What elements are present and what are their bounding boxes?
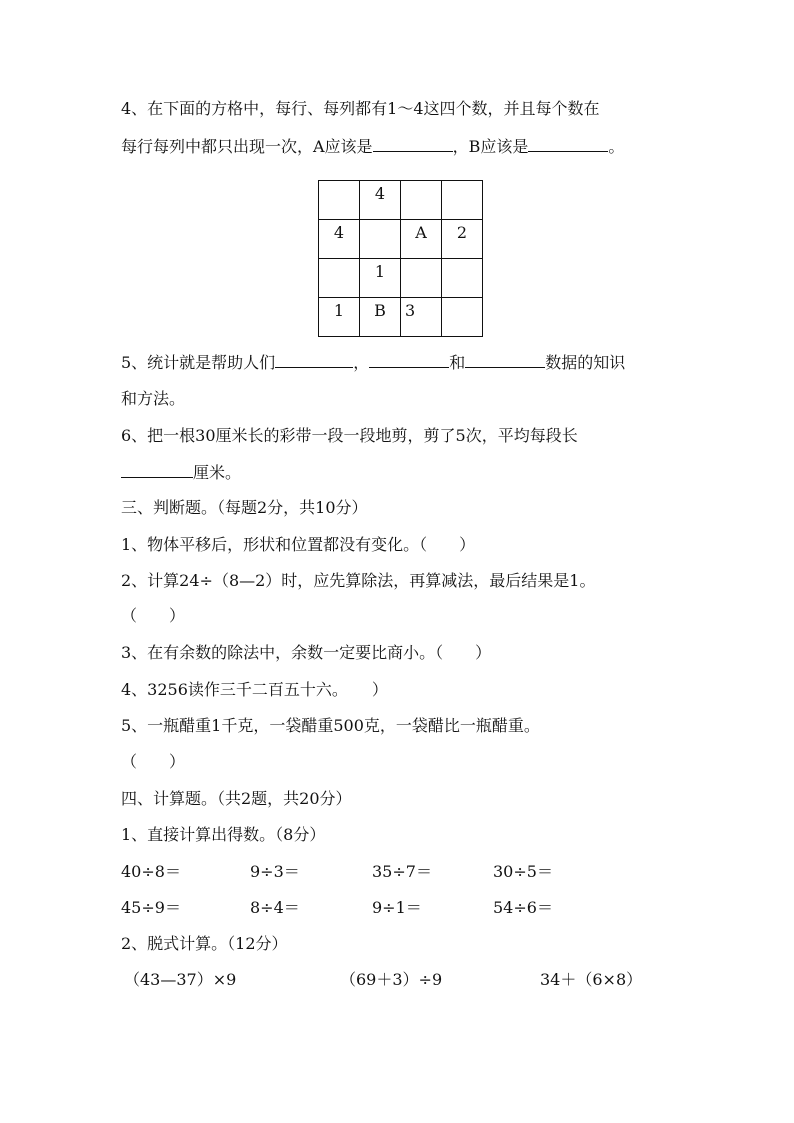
answer-blank[interactable] bbox=[369, 351, 449, 368]
grid-cell: B bbox=[360, 298, 401, 337]
q5-line1 bbox=[121, 351, 625, 374]
q4-line1: 4、在下面的方格中，每行、每列都有1～4这四个数，并且每个数在 bbox=[121, 99, 600, 118]
answer-blank[interactable] bbox=[275, 351, 353, 368]
grid-row bbox=[319, 298, 483, 337]
q6-unit: 厘米。 bbox=[193, 463, 242, 482]
calc-item: 9÷1＝ bbox=[372, 898, 422, 917]
expression: 34＋（6×8） bbox=[540, 970, 643, 989]
expr-row bbox=[0, 969, 794, 991]
q5-line2: 和方法。 bbox=[121, 389, 186, 408]
judge-item: 4、3256读作三千二百五十六。 ） bbox=[121, 680, 388, 699]
grid-cell bbox=[319, 259, 360, 298]
judge-item: 5、一瓶醋重1千克，一袋醋重500克，一袋醋比一瓶醋重。 bbox=[121, 716, 540, 735]
calc-row bbox=[0, 897, 794, 919]
answer-blank-b[interactable] bbox=[528, 135, 608, 152]
calc-item: 45÷9＝ bbox=[121, 898, 181, 917]
grid-cell bbox=[401, 181, 442, 220]
q4-end: 。 bbox=[608, 137, 625, 156]
answer-blank[interactable] bbox=[121, 461, 193, 478]
grid-cell: 1 bbox=[319, 298, 360, 337]
calc-item: 8÷4＝ bbox=[250, 898, 300, 917]
q4-prompt-a: 每行每列中都只出现一次，A应该是 bbox=[121, 137, 373, 156]
q5-and: 和 bbox=[449, 353, 466, 372]
judge-item: 1、物体平移后，形状和位置都没有变化。（ ） bbox=[121, 535, 476, 554]
judge-item: 2、计算24÷（8—2）时，应先算除法，再算减法，最后结果是1。 bbox=[121, 571, 596, 590]
calc-sub1: 1、直接计算出得数。（8分） bbox=[121, 825, 326, 844]
calc-item: 35÷7＝ bbox=[372, 862, 432, 881]
judge-item: 3、在有余数的除法中，余数一定要比商小。（ ） bbox=[121, 643, 492, 662]
expression: （43—37）×9 bbox=[124, 970, 237, 989]
grid-cell bbox=[401, 259, 442, 298]
calc-sub2: 2、脱式计算。（12分） bbox=[121, 934, 288, 953]
calc-item: 9÷3＝ bbox=[250, 862, 300, 881]
grid-row bbox=[319, 259, 483, 298]
answer-blank[interactable] bbox=[465, 351, 545, 368]
section4-title: 四、计算题。（共2题，共20分） bbox=[121, 789, 352, 808]
grid-cell: A bbox=[401, 220, 442, 259]
grid-cell bbox=[319, 181, 360, 220]
grid-cell: 4 bbox=[319, 220, 360, 259]
grid-row bbox=[319, 181, 483, 220]
calc-row bbox=[0, 861, 794, 883]
calc-item: 40÷8＝ bbox=[121, 862, 181, 881]
grid-cell: 4 bbox=[360, 181, 401, 220]
number-grid bbox=[318, 180, 483, 337]
grid-cell bbox=[442, 298, 483, 337]
q4-prompt-b: ，B应该是 bbox=[452, 137, 529, 156]
judge-item: （ ） bbox=[121, 752, 186, 771]
q6-line2 bbox=[121, 461, 241, 484]
grid-cell bbox=[442, 181, 483, 220]
grid-cell bbox=[442, 259, 483, 298]
grid-cell: 3 bbox=[401, 298, 442, 337]
q6-line1: 6、把一根30厘米长的彩带一段一段地剪，剪了5次，平均每段长 bbox=[121, 426, 578, 445]
grid-cell bbox=[360, 220, 401, 259]
grid-cell: 1 bbox=[360, 259, 401, 298]
answer-blank-a[interactable] bbox=[373, 135, 453, 152]
judge-item: （ ） bbox=[121, 606, 186, 625]
calc-item: 30÷5＝ bbox=[493, 862, 553, 881]
grid-cell: 2 bbox=[442, 220, 483, 259]
q4-line2 bbox=[121, 135, 624, 158]
grid-row bbox=[319, 220, 483, 259]
expression: （69＋3）÷9 bbox=[340, 970, 443, 989]
q5-tail: 数据的知识 bbox=[545, 353, 626, 372]
q5-comma: ， bbox=[353, 353, 370, 372]
calc-item: 54÷6＝ bbox=[493, 898, 553, 917]
section3-title: 三、判断题。（每题2分，共10分） bbox=[121, 498, 368, 517]
q5-prompt: 5、统计就是帮助人们 bbox=[121, 353, 276, 372]
